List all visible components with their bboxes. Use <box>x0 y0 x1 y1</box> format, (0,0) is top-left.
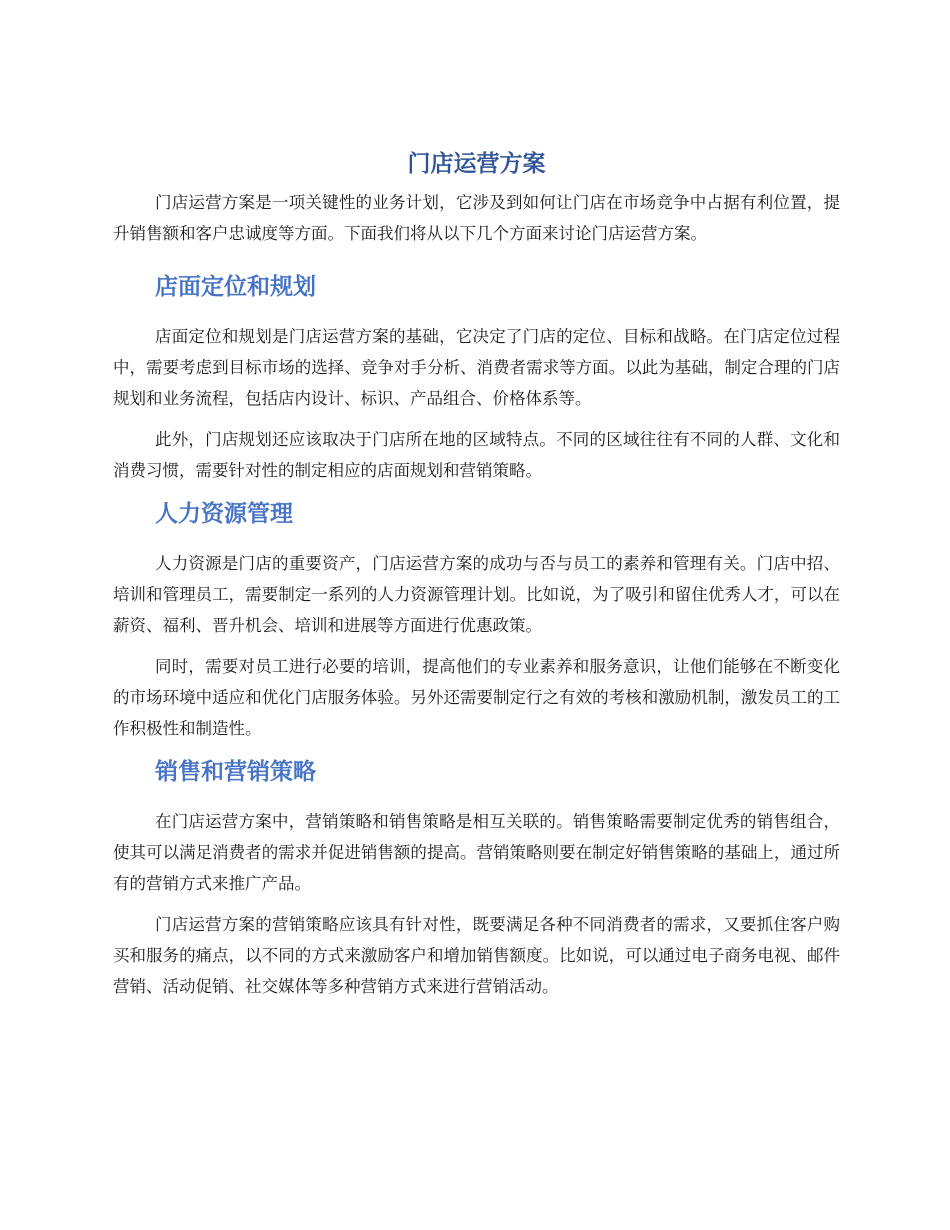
intro-paragraph: 门店运营方案是一项关键性的业务计划，它涉及到如何让门店在市场竞争中占据有利位置，提升销售额和客户忠诚度等方面。下面我们将从以下几个方面来讨论门店运营方案。 <box>113 193 840 243</box>
section-heading-human-resources: 人力资源管理 <box>155 501 293 527</box>
document-title: 门店运营方案 <box>407 151 546 177</box>
section-paragraph: 同时，需要对员工进行必要的培训，提高他们的专业素养和服务意识，让他们能够在不断变化的市场环境中适应和优化门店服务体验。另外还需要制定行之有效的考核和激励机制，激发员工的工作积极性和制造性。 <box>113 657 840 738</box>
section-paragraph: 门店运营方案的营销策略应该具有针对性，既要满足各种不同消费者的需求，又要抓住客户购买和服务的痛点，以不同的方式来激励客户和增加销售额度。比如说，可以通过电子商务电视、邮件营销、活动促销、社交媒体等多种营销方式来进行营销活动。 <box>113 915 840 996</box>
section-heading-sales-marketing: 销售和营销策略 <box>155 759 316 785</box>
section-paragraph: 在门店运营方案中，营销策略和销售策略是相互关联的。销售策略需要制定优秀的销售组合，使其可以满足消费者的需求并促进销售额的提高。营销策略则要在制定好销售策略的基础上，通过所有的营销方式来推广产品。 <box>113 812 840 893</box>
section-heading-storefront-positioning: 店面定位和规划 <box>155 274 316 300</box>
section-paragraph: 店面定位和规划是门店运营方案的基础，它决定了门店的定位、目标和战略。在门店定位过程中，需要考虑到目标市场的选择、竞争对手分析、消费者需求等方面。以此为基础，制定合理的门店规划和业务流程，包括店内设计、标识、产品组合、价格体系等。 <box>113 327 840 408</box>
document-body <box>113 148 840 1002</box>
section-paragraph: 人力资源是门店的重要资产，门店运营方案的成功与否与员工的素养和管理有关。门店中招、培训和管理员工，需要制定一系列的人力资源管理计划。比如说，为了吸引和留住优秀人才，可以在薪资、福利、晋升机会、培训和进展等方面进行优惠政策。 <box>113 554 840 635</box>
section-paragraph: 此外，门店规划还应该取决于门店所在地的区域特点。不同的区域往往有不同的人群、文化和消费习惯，需要针对性的制定相应的店面规划和营销策略。 <box>113 430 840 480</box>
